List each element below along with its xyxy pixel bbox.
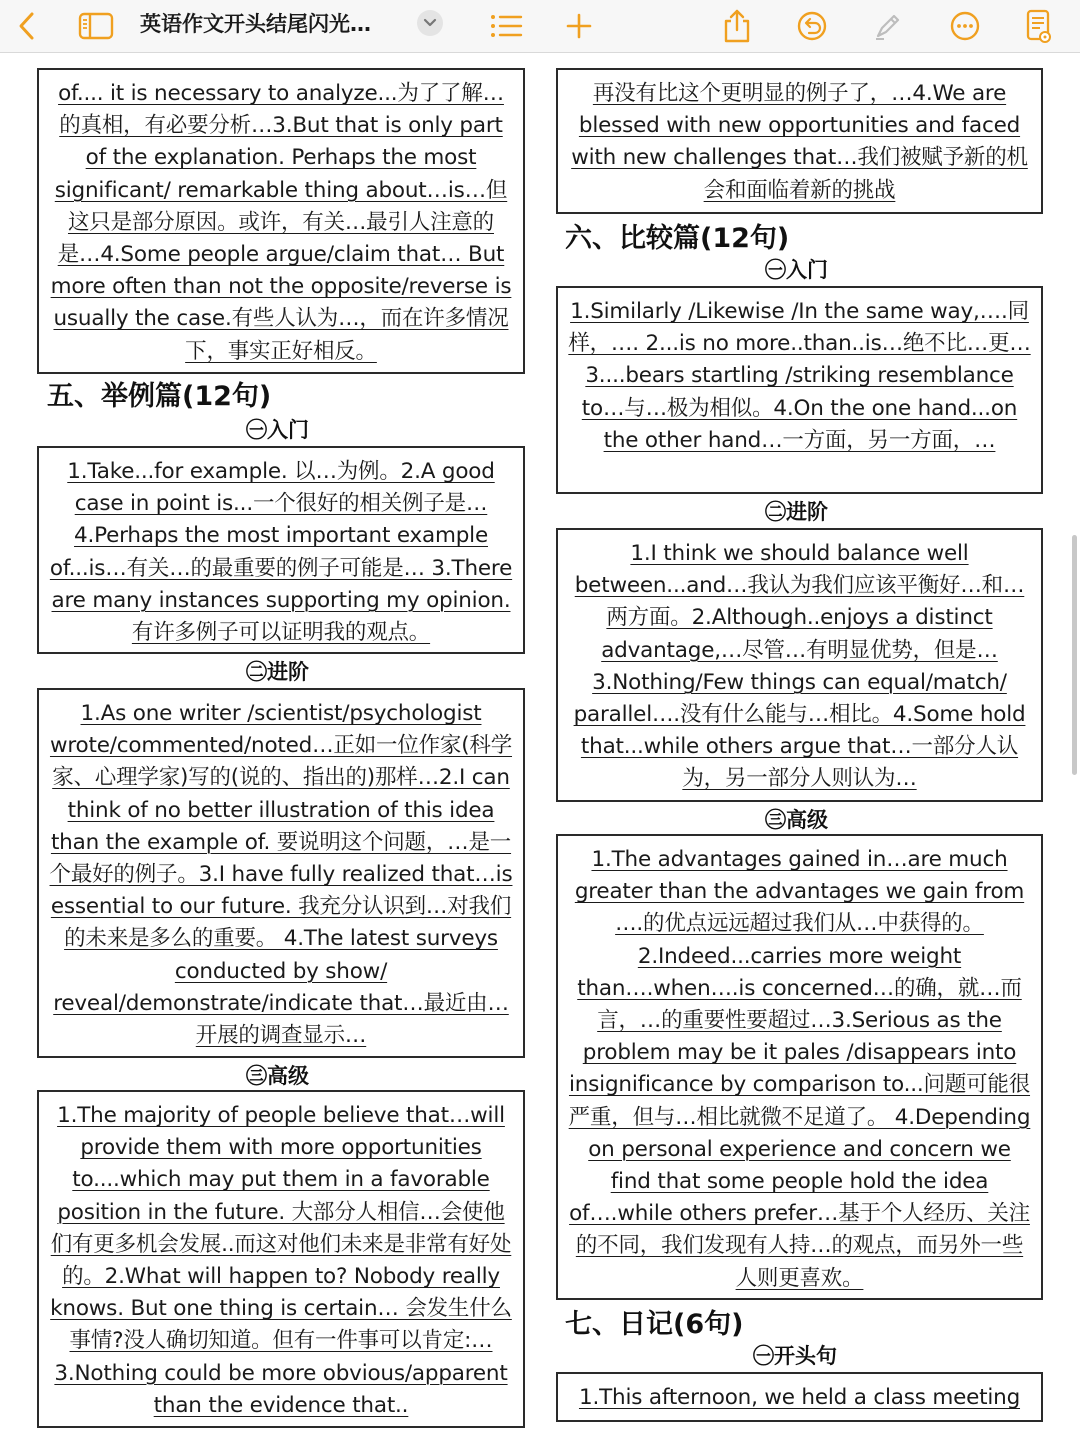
scrollbar[interactable]: [1072, 535, 1077, 775]
section-heading-examples: 五、举例篇(12句): [47, 381, 272, 412]
box-text: 1.I think we should balance well between...and…我认为我们应该平衡好…和…两方面。2.Although..enjoys a distinct advantage,…尽管…有明显优势，但是… 3.Nothing/Few things can equal/match/ parallel….没有什么能与…相比。4.Some hold that...while others argue that…一部分人认为，另一部分人则认为…: [573, 541, 1026, 792]
text-box-right-opening: [556, 1372, 1043, 1422]
toolbar: [0, 0, 1080, 53]
subheading-intro-right: ㊀入门: [765, 258, 828, 282]
text-box-left-advanced: [37, 688, 525, 1058]
text-box-right-intro: [556, 286, 1043, 494]
document-title: 英语作文开头结尾闪光…: [140, 12, 371, 36]
text-box-left-intro: [37, 446, 525, 654]
undo-icon[interactable]: [794, 0, 830, 52]
text-box-left-high: [37, 1090, 525, 1428]
section-heading-comparison: 六、比较篇(12句): [565, 223, 790, 254]
text-box-left-1: [37, 68, 525, 374]
pen-icon[interactable]: [870, 0, 906, 52]
box-text: 1.Similarly /Likewise /In the same way,….同样，…. 2...is no more..than..is…绝不比…更…3....bears startling /striking resemblance to…与…极为相似。4.On the one hand...on the other hand…一方面，另一方面，…: [568, 299, 1031, 453]
chevron-down-icon[interactable]: [417, 10, 443, 36]
box-text: 1.As one writer /scientist/psychologist wrote/commented/noted…正如一位作家(科学家、心理学家)写的(说的、指出的)那样…2.I can think of no better illustration of this idea than the example of. 要说明这个问题，…是一个最好的例子。3.I have fully realized that…is essential to our future. 我充分认识到…对我们的未来是多么的重要。 4.The latest surveys conducted by show/ reveal/demonstrate/indicate that…最近由…开展的调查显示…: [49, 701, 513, 1049]
share-icon[interactable]: [720, 0, 754, 52]
subheading-high-left: ㊂高级: [246, 1064, 309, 1088]
box-text: 1.The advantages gained in…are much greater than the advantages we gain from ….的优点远远超过我们从…中获得的。 2.Indeed...carries more weight than….when….is concerned…的确，就…而言，…的重要性要超过…3.Serious as the problem may be it pales /disappears into insignificance by comparison to...问题可能很严重，但与…相比就微不足道了。 4.Depending on personal experience and concern we find that some people hold the idea of….while others prefer…基于个人经历、关注的不同，我们发现有人持…的观点，而另外一些人则更喜欢。: [568, 847, 1031, 1291]
add-icon[interactable]: [562, 0, 596, 52]
section-heading-diary: 七、日记(6句): [565, 1309, 744, 1340]
more-icon[interactable]: [947, 0, 983, 52]
subheading-intro-left: ㊀入门: [246, 418, 309, 442]
box-text: 再没有比这个更明显的例子了，…4.We are blessed with new opportunities and faced with new challenges that…我们被赋予新的机会和面临着新的挑战: [571, 81, 1028, 203]
subheading-advanced-right: ㊁进阶: [765, 500, 828, 524]
text-box-right-1: [556, 68, 1043, 214]
list-icon[interactable]: [487, 0, 525, 52]
box-text: of.... it is necessary to analyze...为了了解…的真相，有必要分析…3.But that is only part of the explanation. Perhaps the most significant/ remarkable thing about…is…但这只是部分原因。或许，有关…最引人注意的是…4.Some people argue/claim that… But more often than not the opposite/reverse is usually the case.有些人认为…，而在许多情况下，事实正好相反。: [50, 81, 512, 364]
back-icon[interactable]: [10, 0, 44, 52]
text-box-right-high: [556, 834, 1043, 1300]
subheading-opening: ㊀开头句: [753, 1344, 837, 1368]
box-text: 1.Take...for example. 以…为例。2.A good case in point is...一个很好的相关例子是… 4.Perhaps the most important example of...is…有关…的最重要的例子可能是… 3.There are many instances supporting my opinion. 有许多例子可以证明我的观点。: [49, 459, 513, 646]
box-text: 1.This afternoon, we held a class meeting: [578, 1385, 1021, 1410]
subheading-high-right: ㊂高级: [765, 808, 828, 832]
box-text: 1.The majority of people believe that…will provide them with more opportunities to....which may put them in a favorable position in the future. 大部分人相信…会使他们有更多机会发展..而这对他们未来是非常有好处的。2.What will happen to? Nobody really knows. But one thing is certain… 会发生什么事情?没人确切知道。但有一件事可以肯定:… 3.Nothing could be more obvious/apparent than the evidence that..: [50, 1103, 512, 1418]
subheading-advanced-left: ㊁进阶: [246, 660, 309, 684]
notes-icon[interactable]: [1022, 0, 1056, 52]
sidebar-icon[interactable]: [76, 0, 116, 52]
text-box-right-advanced: [556, 528, 1043, 802]
